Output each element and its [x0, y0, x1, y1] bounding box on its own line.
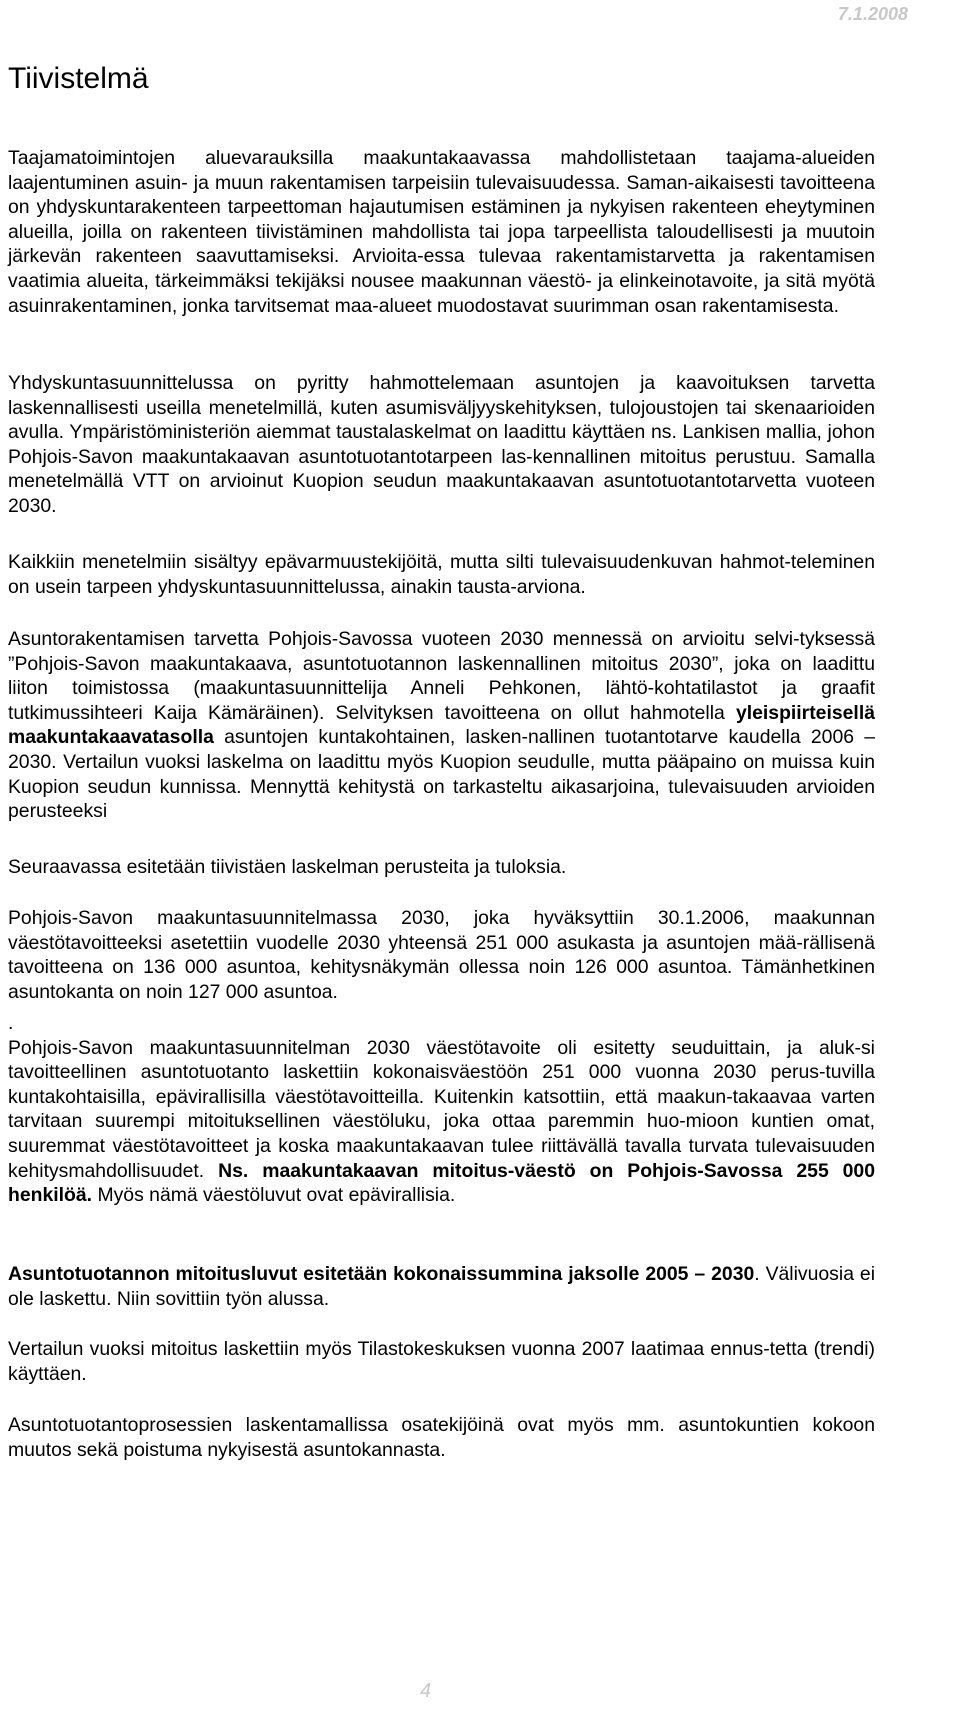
paragraph-7-text-end: Myös nämä väestöluvut ovat epävirallisia.: [92, 1184, 456, 1207]
page-number: 4: [420, 1680, 432, 1702]
header-date: 7.1.2008: [837, 4, 908, 24]
paragraph-5: Seuraavassa esitetään tiivistäen laskelman perusteita ja tuloksia.: [8, 856, 567, 878]
paragraph-7-dot: .: [8, 1012, 14, 1034]
paragraph-6: Pohjois-Savon maakuntasuunnitelmassa 2030, joka hyväksyttiin 30.1.2006, maakunnan väestötavoitteeksi asetettiin vuodelle 2030 yhteensä 251 000 asukasta ja asuntojen mää-rällisenä tavoitteena on 136 000 asuntoa, kehitysnäkymän ollessa noin 126 000 asuntoa. Tämänhetkinen asuntokanta on noin 127 000 asuntoa.: [8, 907, 875, 1003]
paragraph-2: Yhdyskuntasuunnittelussa on pyritty hahmottelemaan asuntojen ja kaavoituksen tarvetta laskennallisesti useilla menetelmillä, kuten asumisväljyyskehityksen, tulojoustojen tai skenaarioiden avulla. Ympäristöministeriön aiemmat taustalaskelmat on laadittu käyttäen ns. Lankisen mallia, johon Pohjois-Savon maakuntakaavan asuntotuotantotarpeen las-kennallinen mitoitus perustuu. Samalla menetelmällä VTT on arvioinut Kuopion seudun maakuntakaavan asuntotuotantotarvetta vuoteen 2030.: [8, 372, 875, 517]
paragraph-8: [8, 1262, 875, 1311]
paragraph-7-text: Pohjois-Savon maakuntasuunnitelman 2030 väestötavoite oli esitetty seuduittain, ja aluk-si tavoitteellinen asuntotuotanto laskettiin kokonaisväestöön 251 000 vuonna 2030 perus-tuvilla kuntakohtaisilla, epävirallisilla väestötavoitteilla. Kuitenkin katsottiin, että maakun-takaavaa varten tarvitaan suurempi mitoituksellinen väestöluku, joka ottaa paremmin huo-mioon kuntien omat, suuremmat väestötavoitteet ja koska maakuntakaavan tulee riittävällä tavalla turvata tulevaisuuden kehitysmahdollisuudet.: [8, 1036, 875, 1182]
paragraph-3: Kaikkiin menetelmiin sisältyy epävarmuustekijöitä, mutta silti tulevaisuudenkuvan hahmot-teleminen on usein tarpeen yhdyskuntasuunnittelussa, ainakin tausta-arviona.: [8, 551, 875, 598]
paragraph-7-bold: Ns. maakuntakaavan mitoitus-väestö on Pohjois-Savossa 255 000 henkilöä.: [8, 1159, 876, 1207]
paragraph-4-text-end: asuntojen kuntakohtainen, lasken-nallinen tuotantotarve kaudella 2006 – 2030. Vertailun vuoksi laskelma on laadittu myös Kuopion seudulle, mutta pääpaino on muissa kuin Kuopion seudun kunnissa. Mennyttä kehitystä on tarkasteltu aikasarjoina, tulevaisuuden arvioiden perusteeksi: [8, 726, 875, 823]
paragraph-9: Vertailun vuoksi mitoitus laskettiin myös Tilastokeskuksen vuonna 2007 laatimaa ennus-tetta (trendi) käyttäen.: [8, 1338, 875, 1385]
paragraph-4-text: Asuntorakentamisen tarvetta Pohjois-Savossa vuoteen 2030 mennessä on arvioitu selvi-tyksessä ”Pohjois-Savon maakuntakaava, asuntotuotannon laskennallinen mitoitus 2030”, joka on laadittu liiton toimistossa (maakuntasuunnittelija Anneli Pehkonen, lähtö-kohtatilastot ja graafit tutkimussihteeri Kaija Kämäräinen). Selvityksen tavoitteena on ollut hahmotella: [8, 628, 875, 724]
paragraph-7: [8, 1011, 875, 1208]
paragraph-8-text: . Välivuosia ei ole laskettu. Niin sovittiin työn alussa.: [8, 1263, 875, 1310]
paragraph-1: Taajamatoimintojen aluevarauksilla maakuntakaavassa mahdollistetaan taajama-alueiden laajentuminen asuin- ja muun rakentamisen tarpeisiin tulevaisuudessa. Saman-aikaisesti tavoitteena on yhdyskuntarakenteen tarpeettoman hajautumisen estäminen ja nykyisen rakenteen eheytyminen alueilla, joilla on rakenteen tiivistäminen mahdollista tai jopa tarpeellista taloudellisesti ja muutoin järkevän rakenteen saavuttamiseksi. Arvioita-essa tulevaa rakentamistarvetta ja rakentamisen vaatimia alueita, tärkeimmäksi tekijäksi nousee maakunnan väestö- ja elinkeinotavoite, ja sitä myötä asuinrakentaminen, jonka tarvitsemat maa-alueet muodostavat suurimman osan rakentamisesta.: [8, 147, 875, 317]
paragraph-4-bold: yleispiirteisellä maakuntakaavatasolla: [8, 701, 875, 749]
paragraph-8-bold: Asuntotuotannon mitoitusluvut esitetään kokonaissummina jaksolle 2005 – 2030: [8, 1263, 755, 1285]
paragraph-10: Asuntotuotantoprosessien laskentamallissa osatekijöinä ovat myös mm. asuntokuntien kokoon muutos sekä poistuma nykyisestä asuntokannasta.: [8, 1414, 875, 1461]
paragraph-4: [8, 627, 875, 824]
page-title: Tiivistelmä: [8, 62, 149, 95]
